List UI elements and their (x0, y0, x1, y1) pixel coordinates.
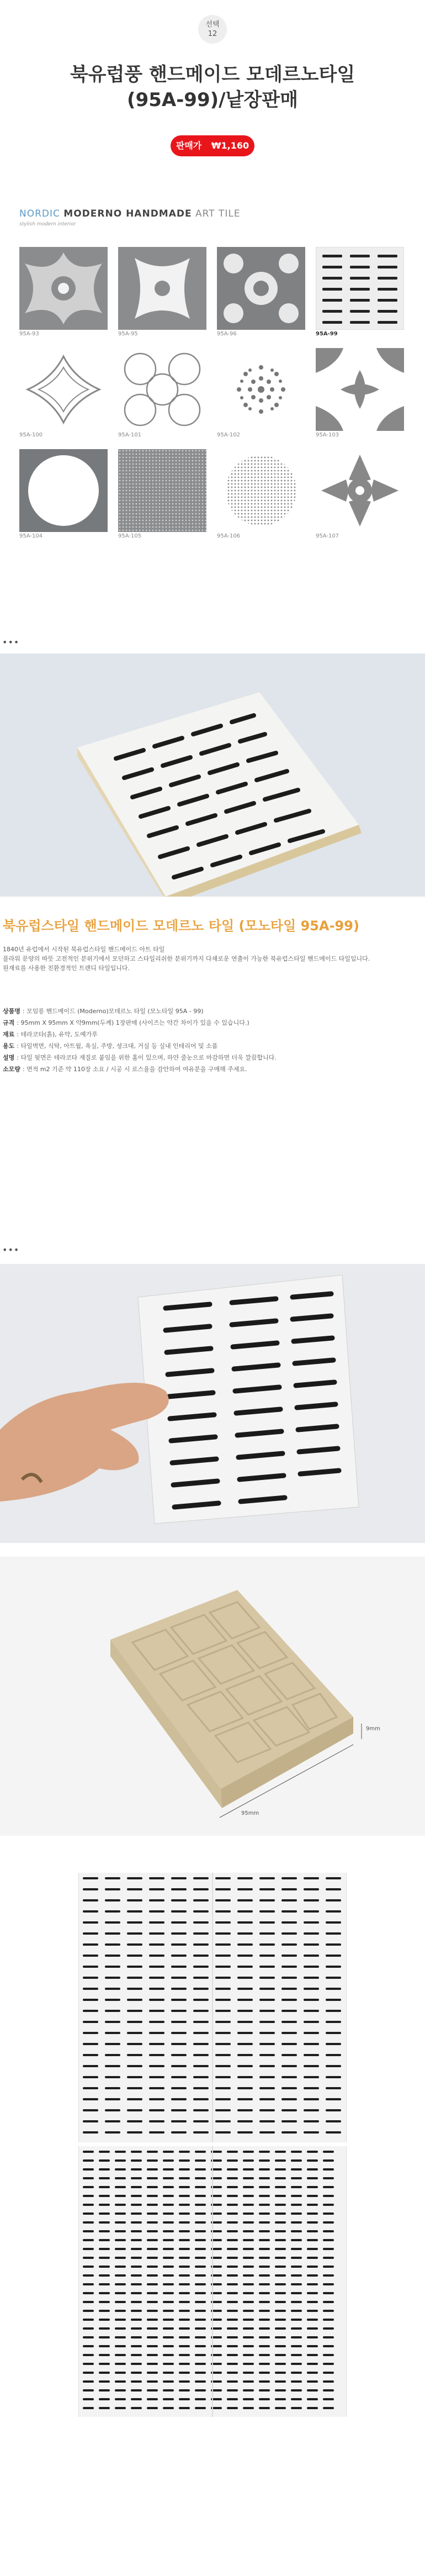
spec-value: : 95mm X 95mm X 약9mm(두께) 1장판매 (사이즈는 약간 차이가 있을 수 있습니다.) (17, 1019, 249, 1026)
badge-number: 12 (208, 30, 217, 38)
tile-95a-99-image (316, 247, 404, 330)
tile-card[interactable] (217, 247, 305, 341)
spec-key: 규격 (3, 1019, 15, 1026)
tile-code: 95A-99 (316, 331, 338, 337)
tile-card[interactable] (19, 449, 108, 543)
width-label: 95mm (241, 1810, 259, 1816)
tile-wall-pattern-image (78, 1873, 347, 2142)
section-separator: ••• (2, 1245, 20, 1255)
tile-code: 95A-101 (118, 432, 142, 438)
tile-card[interactable] (19, 348, 108, 442)
tile-code: 95A-103 (316, 432, 339, 438)
price-value: ₩1,160 (211, 140, 249, 151)
spec-list (3, 1005, 422, 1075)
tile-back-image (0, 1557, 425, 1836)
tile-card[interactable] (118, 247, 206, 341)
tile-95a-104-image (19, 449, 108, 532)
description-line: 원재료를 사용한 친환경적인 트렌디 타일입니다. (3, 965, 130, 972)
tile-95a-107-image (316, 449, 404, 532)
tile-card[interactable] (316, 449, 404, 543)
tile-95a-100-image (19, 348, 108, 431)
tile-code: 95A-107 (316, 533, 339, 539)
tile-card[interactable] (217, 348, 305, 442)
tile-code: 95A-100 (19, 432, 43, 438)
tile-code: 95A-104 (19, 533, 43, 539)
title-line-1: 북유럽풍 핸드메이드 모데르노타일 (70, 64, 355, 86)
tile-95a-103-image (316, 348, 404, 431)
spec-row (3, 1017, 422, 1029)
tile-95a-93-image (19, 247, 108, 330)
tile-code: 95A-95 (118, 331, 138, 337)
tile-code: 95A-93 (19, 331, 39, 337)
tile-code: 95A-102 (217, 432, 241, 438)
product-description (3, 945, 422, 973)
price-label: 판매가 (176, 140, 202, 151)
pattern-sample-2 (78, 2146, 347, 2417)
spec-row (3, 1029, 422, 1040)
spec-row (3, 1063, 422, 1075)
tile-back-photo (0, 1557, 425, 1836)
spec-key: 상품명 (3, 1008, 20, 1015)
tile-95a-105-image (118, 449, 206, 532)
description-line: 1840년 유럽에서 시작된 북유럽스타일 핸드메이드 아트 타일 (3, 946, 165, 953)
tile-95a-102-image (217, 348, 305, 431)
title-line-2: (95A-99)/낱장판매 (127, 89, 298, 111)
tile-card[interactable] (316, 348, 404, 442)
tile-code: 95A-106 (217, 533, 241, 539)
spec-value: : 면적 m2 기준 약 110장 소요 / 시공 시 로스율을 감안하여 여유분을 구매해 주세요. (22, 1066, 247, 1073)
catalog-heading-nordic: NORDIC (19, 208, 60, 219)
tile-95a-95-image (118, 247, 206, 330)
spec-value: : 모임릉 핸드메이드 (Moderno)모데르노 타일 (모노타일 95A - 99) (22, 1008, 204, 1015)
spec-key: 용도 (3, 1042, 15, 1050)
product-heading: 북유럽스타일 핸드메이드 모데르노 타일 (모노타일 95A-99) (3, 918, 359, 934)
thickness-label: 9mm (366, 1726, 380, 1732)
tile-card[interactable] (118, 348, 206, 442)
tile-code: 95A-96 (217, 331, 237, 337)
description-line: 플라워 문양의 따뜻 고전적인 분위기에서 모던하고 스타일리쉬한 분위기까지 다채로운 연출이 가능한 북유럽스타일 핸드메이드 타일입니다. (3, 955, 370, 962)
tile-card[interactable] (316, 247, 404, 341)
tile-card[interactable] (217, 449, 305, 543)
tile-wall-pattern-image (78, 2146, 347, 2417)
spec-key: 설명 (3, 1054, 15, 1061)
tile-code: 95A-105 (118, 533, 142, 539)
option-badge (198, 15, 227, 44)
section-separator: ••• (2, 637, 20, 647)
spec-row (3, 1040, 422, 1052)
tile-95a-101-image (118, 348, 206, 431)
tile-95a-106-image (217, 449, 305, 532)
spec-key: 재료 (3, 1031, 15, 1038)
tile-95a-96-image (217, 247, 305, 330)
spec-row (3, 1005, 422, 1017)
tile-card[interactable] (19, 247, 108, 341)
spec-row (3, 1052, 422, 1063)
spec-value: : 테라코타(흙), 유약, 도예가루 (17, 1031, 98, 1038)
catalog-heading-art: ART TILE (195, 208, 241, 219)
spec-value: : 타일벽면, 식탁, 아트월, 욕실, 주방, 셩크대, 거실 등 실내 인테리어 및 소품 (17, 1042, 218, 1050)
product-photo (0, 654, 425, 897)
product-title (0, 62, 425, 113)
spec-key: 소모량 (3, 1066, 20, 1073)
tile-photo-image (0, 654, 425, 897)
badge-label: 선택 (205, 20, 220, 29)
hand-photo (0, 1264, 425, 1543)
spec-value: : 타일 뒷면은 테라코타 재질로 붙임을 위한 홈이 있으며, 하얀 줄눈으로 마감하면 더욱 깔끔합니다. (17, 1054, 277, 1061)
hand-holding-tile-image (0, 1264, 425, 1543)
catalog-heading-main: MODERNO HANDMADE (63, 208, 192, 219)
pattern-sample-1 (78, 1873, 347, 2142)
price-button[interactable] (171, 135, 254, 156)
tile-catalog (19, 208, 406, 556)
catalog-heading (19, 208, 241, 219)
catalog-subheading: stylish modern interior (19, 222, 76, 227)
tile-card[interactable] (118, 449, 206, 543)
